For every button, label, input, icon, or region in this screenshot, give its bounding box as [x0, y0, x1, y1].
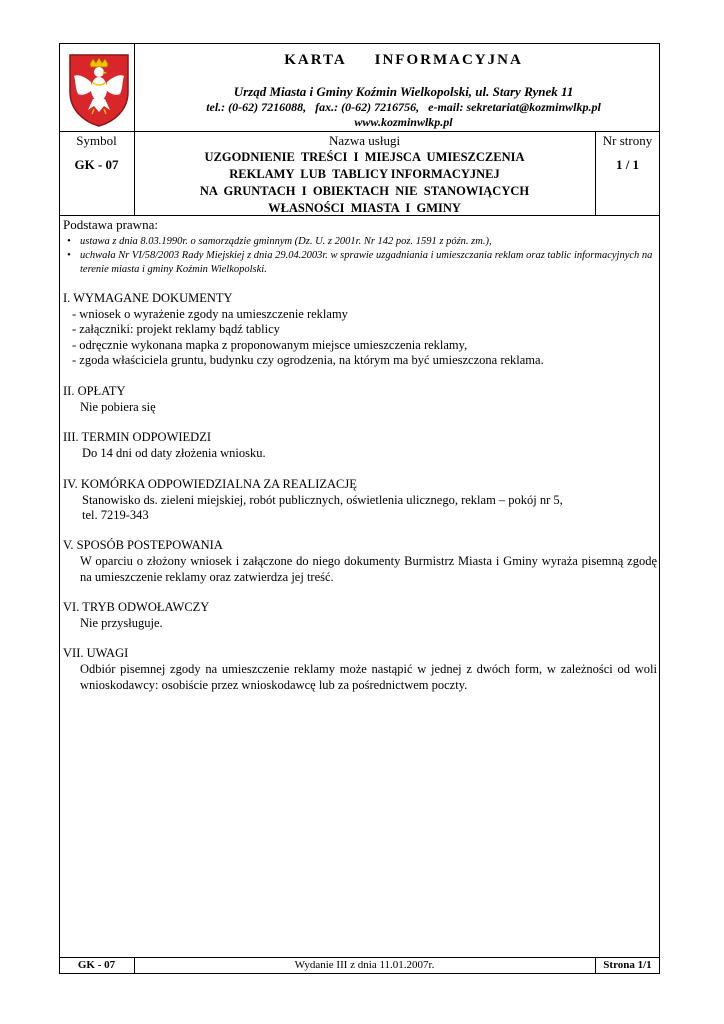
procedure-text: W oparciu o złożony wniosek i załączone do niego dokumenty Burmistrz Miasta i Gminy wyraża pisemną zgodę na umieszczenie reklamy oraz zatwierdza jej treść.	[80, 554, 657, 584]
town-coat-of-arms-icon	[66, 52, 132, 128]
section-heading-responsible-unit: IV. KOMÓRKA ODPOWIEDZIALNA ZA REALIZACJĘ	[63, 477, 357, 491]
section-heading-required-documents: I. WYMAGANE DOKUMENTY	[63, 291, 233, 305]
appeal-mode-text: Nie przysługuje.	[80, 616, 163, 630]
required-document-item: - załączniki: projekt reklamy bądź tablicy	[72, 322, 280, 336]
response-time-text: Do 14 dni od daty złożenia wniosku.	[82, 446, 266, 460]
footer-page: Strona 1/1	[603, 959, 652, 971]
page-number-label: Nr strony	[602, 133, 653, 148]
contact-details: tel.: (0-62) 7216088, fax.: (0-62) 7216756, e-mail: sekretariat@kozminwlkp.pl	[206, 100, 601, 114]
symbol-label: Symbol	[76, 133, 117, 148]
bullet-icon: •	[67, 236, 71, 247]
remarks-text: Odbiór pisemnej zgody na umieszczenie reklamy może nastąpić w jednej z dwóch form, w zależności od woli wnioskodawcy: osobiście przez wnioskodawcę lub za pośrednictwem poczty.	[80, 662, 657, 692]
legal-basis-item: • ustawa z dnia 8.03.1990r. o samorządzie gminnym (Dz. U. z 2001r. Nr 142 poz. 1591 z późn. zm.),	[67, 236, 492, 247]
service-name-line: NA GRUNTACH I OBIEKTACH NIE STANOWIĄCYCH	[199, 184, 530, 198]
footer-divider	[59, 957, 660, 958]
required-document-item: - wniosek o wyrażenie zgody na umieszczenie reklamy	[72, 307, 348, 321]
service-label: Nazwa usługi	[328, 133, 401, 148]
footer-edition: Wydanie III z dnia 11.01.2007r.	[294, 959, 435, 971]
office-name: Urząd Miasta i Gminy Koźmin Wielkopolski, ul. Stary Rynek 11	[233, 84, 574, 99]
service-name-line: WŁASNOŚCI MIASTA I GMINY	[268, 201, 461, 215]
legal-basis-item: • uchwała Nr VI/58/2003 Rady Miejskiej z dnia 29.04.2003r. w sprawie uzgadniania i umieszczania reklam oraz tablic informacyjnych na terenie miasta i gminy Koźmin Wielkopolski.	[67, 250, 653, 275]
required-document-item: - odręcznie wykonana mapka z proponowanym miejsce umieszczenia reklamy,	[72, 338, 468, 352]
header-horizontal-divider	[134, 131, 660, 132]
service-name-line: UZGODNIENIE TREŚCI I MIEJSCA UMIESZCZENIA	[204, 150, 525, 164]
legal-basis-label: Podstawa prawna:	[63, 217, 158, 232]
responsible-unit-phone: tel. 7219-343	[82, 508, 149, 522]
website-link[interactable]: www.kozminwlkp.pl	[354, 115, 453, 129]
section-heading-remarks: VII. UWAGI	[63, 646, 129, 660]
bullet-icon: •	[67, 250, 71, 261]
required-document-item: - zgoda właściciela gruntu, budynku czy ogrodzenia, na którym ma być umieszczona reklama.	[72, 353, 544, 367]
section-heading-appeal-mode: VI. TRYB ODWOŁAWCZY	[63, 600, 210, 614]
responsible-unit-text: Stanowisko ds. zieleni miejskiej, robót publicznych, oświetlenia ulicznego, reklam – pokój nr 5,	[82, 493, 563, 507]
service-name-line: REKLAMY LUB TABLICY INFORMACYJNEJ	[229, 167, 500, 181]
symbol-value: GK - 07	[74, 157, 119, 172]
section-heading-procedure: V. SPOSÓB POSTEPOWANIA	[63, 538, 223, 552]
page-number-value: 1 / 1	[615, 157, 640, 172]
crest-bottom-divider	[59, 131, 134, 132]
legal-basis-list	[64, 235, 658, 277]
section-heading-response-time: III. TERMIN ODPOWIEDZI	[63, 430, 212, 444]
section-heading-fees: II. OPŁATY	[63, 384, 126, 398]
fees-text: Nie pobiera się	[80, 400, 156, 414]
footer-symbol: GK - 07	[77, 959, 116, 971]
service-name	[134, 149, 595, 217]
document-title: KARTA INFORMACYJNA	[284, 52, 523, 68]
